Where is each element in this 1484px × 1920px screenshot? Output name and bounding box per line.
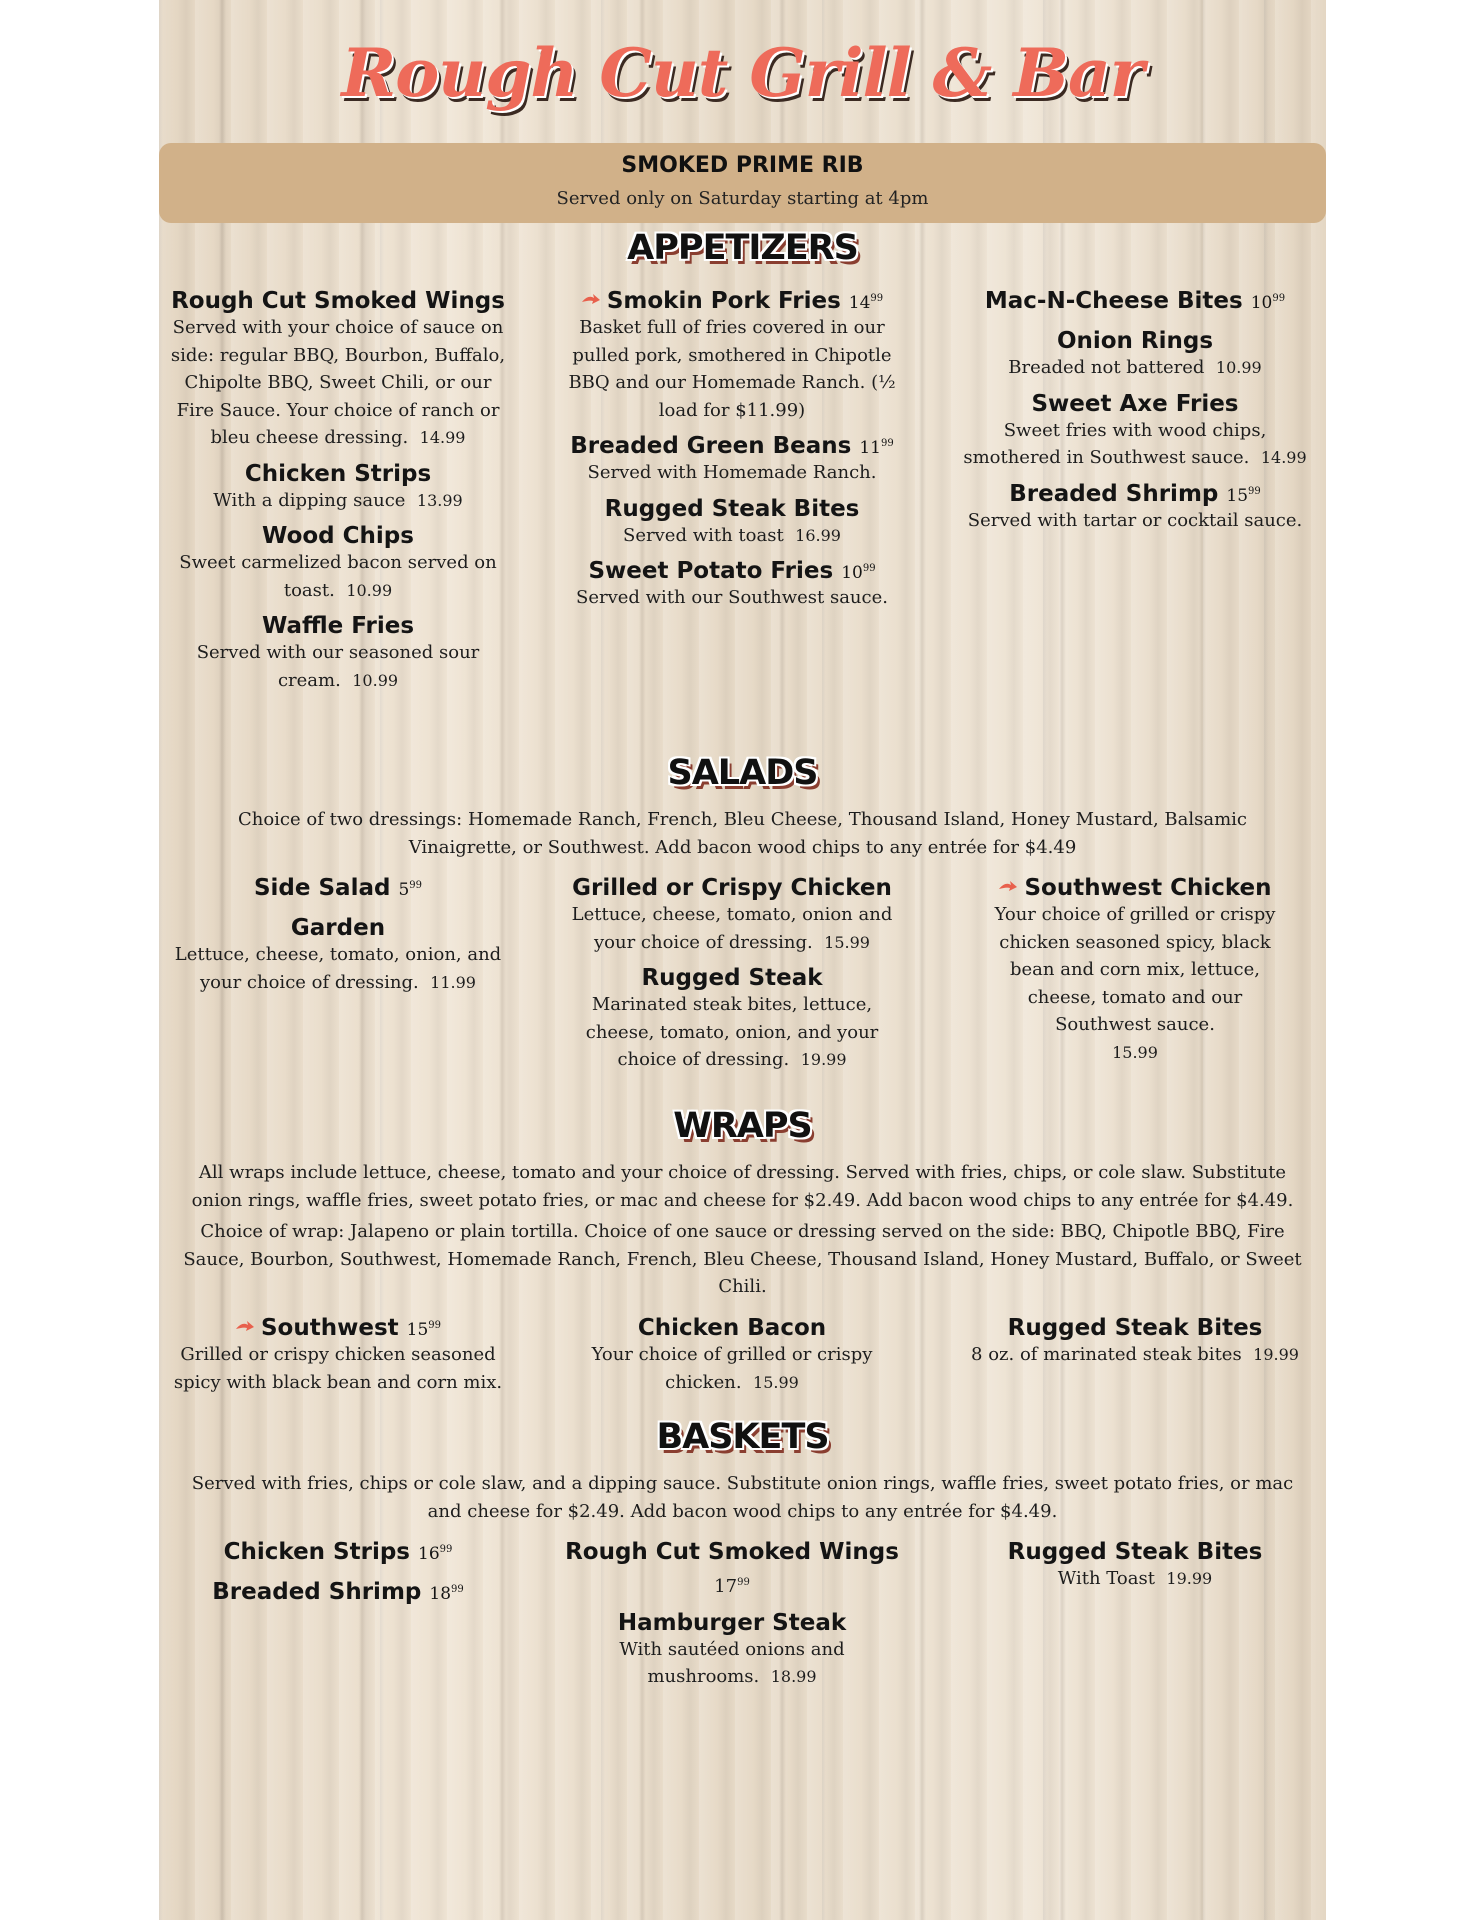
menu-item-desc: With sautéed onions and mushrooms. 18.99: [619, 1638, 845, 1687]
menu-item-desc: Basket full of fries covered in our pulled pork, smothered in Chipotle BBQ and our Homemade Ranch. (½ load for $11.99): [568, 317, 896, 421]
menu-item-price: $17^{99}$: [714, 1576, 750, 1597]
baskets-heading: BASKETS: [656, 1417, 829, 1457]
arrow-right-icon: [998, 880, 1018, 894]
menu-item-desc: With Toast 19.99: [1057, 1568, 1213, 1589]
menu-item-name: Sweet Potato Fries $10^{99}$: [588, 558, 876, 584]
menu-item-desc: Breaded not battered 10.99: [1008, 357, 1262, 378]
baskets-col3: [957, 1539, 1313, 1593]
menu-item-name: Grilled or Crispy Chicken: [572, 875, 892, 901]
menu-page: [159, 0, 1326, 1920]
appetizers-col1: [170, 288, 506, 694]
menu-item-name: Chicken Bacon: [637, 1315, 827, 1341]
appetizers-heading: APPETIZERS: [627, 228, 858, 268]
menu-item-name: Smokin Pork Fries $14^{99}$: [562, 288, 902, 314]
menu-item-name: Rugged Steak Bites: [604, 495, 860, 522]
menu-item-name: Rough Cut Smoked Wings: [171, 288, 505, 314]
arrow-right-icon: [235, 1320, 255, 1334]
baskets-note: Served with fries, chips or cole slaw, and a dipping sauce. Substitute onion rings, waffle fries, sweet potato fries, or mac and cheese for $2.49. Add bacon wood chips to any entrée for $4.49.: [191, 1473, 1294, 1522]
menu-item-desc: Served with Homemade Ranch.: [587, 462, 877, 483]
baskets-col2: [562, 1539, 902, 1691]
menu-item-desc: Grilled or crispy chicken seasoned spicy with black bean and corn mix.: [173, 1344, 503, 1393]
wraps-heading: WRAPS: [673, 1106, 812, 1146]
baskets-col1: [170, 1539, 506, 1605]
salads-col3: [957, 875, 1313, 1066]
restaurant-title: Rough Cut Grill & Bar: [341, 34, 1144, 112]
wraps-note: Choice of wrap: Jalapeno or plain tortilla. Choice of one sauce or dressing served on the side: BBQ, Chipotle BBQ, Fire Sauce, Bourbon, Southwest, Homemade Ranch, French, Bleu Cheese, Thousand Island, Honey Mustard, Buffalo, or Sweet Chili.: [183, 1221, 1302, 1297]
salads-note: Choice of two dressings: Homemade Ranch, French, Bleu Cheese, Thousand Island, Honey Mustard, Balsamic Vinaigrette, or Southwest. Add bacon wood chips to any entrée for $4.49: [237, 809, 1248, 858]
menu-item-name: Breaded Shrimp $18^{99}$: [212, 1579, 464, 1605]
menu-item-desc: Served with your choice of sauce on side: regular BBQ, Bourbon, Buffalo, Chipolte BBQ, Sweet Chili, or our Fire Sauce. Your choice of ranch or bleu cheese dressing. 14.99: [170, 317, 506, 448]
menu-item-desc: Marinated steak bites, lettuce, cheese, tomato, onion, and your choice of dressing. 19.99: [585, 994, 879, 1070]
menu-item-name: Chicken Strips: [244, 460, 432, 487]
menu-item-name: Waffle Fries: [261, 613, 415, 639]
menu-item-name: Rugged Steak Bites: [1007, 1315, 1263, 1341]
menu-item-name: Mac-N-Cheese Bites $10^{99}$: [984, 288, 1286, 314]
menu-item-desc: 8 oz. of marinated steak bites 19.99: [971, 1344, 1299, 1365]
menu-item-desc: Served with tartar or cocktail sauce.: [967, 509, 1303, 531]
menu-item-name: Southwest $15^{99}$: [170, 1315, 506, 1341]
menu-item-name: Rugged Steak: [641, 965, 823, 991]
wraps-col1: [170, 1315, 506, 1396]
appetizers-col2: [562, 288, 902, 612]
menu-item-name: Sweet Axe Fries: [1031, 390, 1239, 417]
menu-item-desc: Sweet carmelized bacon served on toast. 10.99: [179, 552, 497, 601]
wraps-col3: [957, 1315, 1313, 1369]
wraps-col2: [562, 1315, 902, 1396]
wraps-note: All wraps include lettuce, cheese, tomato and your choice of dressing. Served with fries, chips, or cole slaw. Substitute onion rings, waffle fries, sweet potato fries, or mac and cheese for $2.49. Add bacon wood chips to any entrée for $4.49.: [191, 1162, 1294, 1211]
arrow-right-icon: [581, 293, 601, 307]
menu-item-desc: Your choice of grilled or crispy chicken seasoned spicy, black bean and corn mix, lettuce, cheese, tomato and our Southwest sauce. 15.99: [994, 904, 1276, 1062]
menu-item-name: Garden: [290, 915, 386, 941]
menu-item-desc: Lettuce, cheese, tomato, onion and your choice of dressing. 15.99: [571, 904, 893, 953]
salads-heading: SALADS: [667, 753, 818, 793]
salads-col2: [562, 875, 902, 1074]
menu-item-name: Rough Cut Smoked Wings: [565, 1539, 899, 1565]
menu-item-desc: Lettuce, cheese, tomato, onion, and your choice of dressing. 11.99: [174, 944, 502, 993]
menu-item-name: Southwest Chicken: [957, 875, 1313, 901]
salads-col1: [170, 875, 506, 996]
banner-subtitle: Served only on Saturday starting at 4pm: [556, 188, 929, 209]
menu-item-desc: Served with our seasoned sour cream. 10.99: [196, 642, 480, 691]
menu-item-name: Onion Rings: [1056, 328, 1214, 354]
banner-title: SMOKED PRIME RIB: [621, 153, 864, 178]
menu-item-name: Breaded Shrimp $15^{99}$: [1009, 480, 1261, 507]
menu-item-desc: Your choice of grilled or crispy chicken. 15.99: [591, 1344, 873, 1393]
menu-item-desc: Served with our Southwest sauce.: [576, 587, 888, 608]
menu-item-name: Wood Chips: [262, 523, 414, 549]
menu-item-desc: With a dipping sauce 13.99: [213, 489, 463, 511]
menu-item-name: Hamburger Steak: [617, 1609, 847, 1636]
menu-item-name: Rugged Steak Bites: [1007, 1539, 1263, 1565]
menu-item-name: Side Salad $5^{99}$: [253, 875, 423, 901]
appetizers-col3: [957, 288, 1313, 534]
menu-item-name: Breaded Green Beans $11^{99}$: [570, 433, 894, 459]
menu-item-desc: Served with toast 16.99: [623, 524, 841, 546]
menu-item-name: Chicken Strips $16^{99}$: [223, 1539, 453, 1565]
menu-item-desc: Sweet fries with wood chips, smothered in Southwest sauce. 14.99: [963, 419, 1307, 468]
